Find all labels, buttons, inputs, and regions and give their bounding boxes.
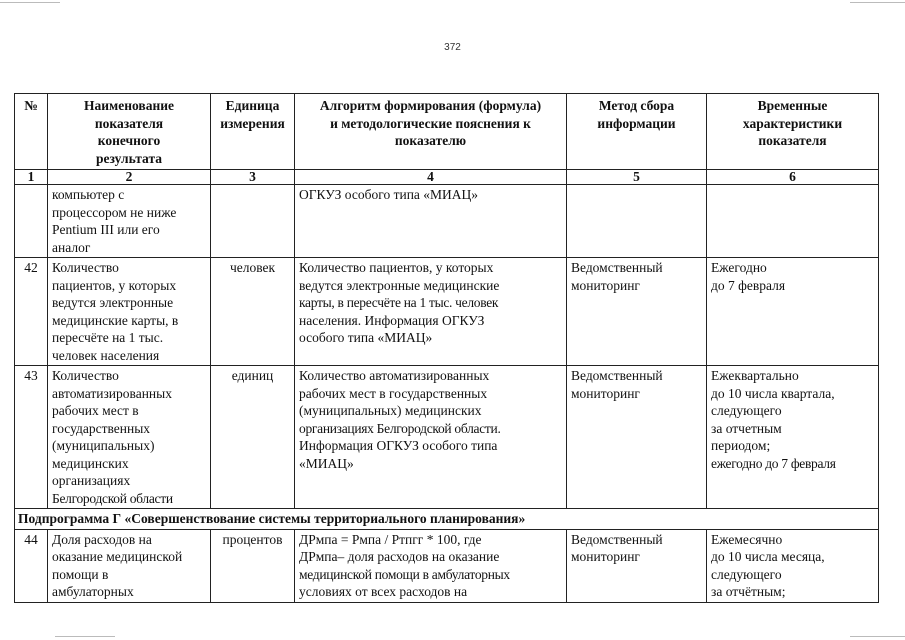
- scan-artifact-bottom-right: [850, 636, 905, 637]
- row-number: 44: [15, 529, 48, 602]
- column-number: 3: [211, 170, 295, 185]
- page-number: 372: [444, 42, 461, 53]
- row-number: 42: [15, 258, 48, 366]
- subprogram-title: Подпрограмма Г «Совершенствование системы территориального планирования»: [15, 509, 879, 530]
- unit-cell: единиц: [211, 366, 295, 509]
- subprogram-row: [15, 509, 879, 530]
- table-row: [15, 366, 879, 509]
- timing-cell: Ежемесячно до 10 числа месяца, следующего за отчётным;: [707, 529, 879, 602]
- header-indicator-name: Наименование показателя конечного результата: [48, 94, 211, 170]
- method-cell: [567, 185, 707, 258]
- algorithm-cell: ДРмпа = Рмпа / Ртпгг * 100, где ДРмпа– доля расходов на оказание медицинской помощи в амбулаторных условиях от всех расходов на: [295, 529, 567, 602]
- timing-cell: Ежегодно до 7 февраля: [707, 258, 879, 366]
- indicator-name-cell: Количество пациентов, у которых ведутся электронные медицинские карты, в пересчёте на 1 тыс. человек населения: [48, 258, 211, 366]
- column-number: 1: [15, 170, 48, 185]
- header-row: [15, 94, 879, 170]
- table-row: [15, 258, 879, 366]
- scan-artifact-top-left: [0, 2, 60, 3]
- timing-cell: [707, 185, 879, 258]
- method-cell: Ведомственный мониторинг: [567, 258, 707, 366]
- column-numbers-row: [15, 170, 879, 185]
- header-timing: Временные характеристики показателя: [707, 94, 879, 170]
- header-number: №: [15, 94, 48, 170]
- indicator-name-cell: Доля расходов на оказание медицинской помощи в амбулаторных: [48, 529, 211, 602]
- column-number: 6: [707, 170, 879, 185]
- algorithm-cell: Количество пациентов, у которых ведутся электронные медицинские карты, в пересчёте на 1 тыс. человек населения. Информация ОГКУЗ особого типа «МИАЦ»: [295, 258, 567, 366]
- column-number: 2: [48, 170, 211, 185]
- method-cell: Ведомственный мониторинг: [567, 366, 707, 509]
- indicator-name-cell: Количество автоматизированных рабочих мест в государственных (муниципальных) медицинских организациях Белгородской области: [48, 366, 211, 509]
- scan-artifact-bottom-left: [55, 636, 115, 637]
- unit-cell: процентов: [211, 529, 295, 602]
- header-method: Метод сбора информации: [567, 94, 707, 170]
- unit-cell: [211, 185, 295, 258]
- row-number: 43: [15, 366, 48, 509]
- table-row: [15, 185, 879, 258]
- algorithm-cell: ОГКУЗ особого типа «МИАЦ»: [295, 185, 567, 258]
- timing-cell: Ежеквартально до 10 числа квартала, следующего за отчетным периодом; ежегодно до 7 февраля: [707, 366, 879, 509]
- row-number: [15, 185, 48, 258]
- algorithm-cell: Количество автоматизированных рабочих мест в государственных (муниципальных) медицинских организациях Белгородской области. Информация ОГКУЗ особого типа «МИАЦ»: [295, 366, 567, 509]
- column-number: 5: [567, 170, 707, 185]
- table-row: [15, 529, 879, 602]
- scan-artifact-top-right: [850, 2, 905, 3]
- column-number: 4: [295, 170, 567, 185]
- indicator-name-cell: компьютер с процессором не ниже Pentium III или его аналог: [48, 185, 211, 258]
- indicators-table: [14, 93, 879, 603]
- unit-cell: человек: [211, 258, 295, 366]
- method-cell: Ведомственный мониторинг: [567, 529, 707, 602]
- header-algorithm: Алгоритм формирования (формула) и методологические пояснения к показателю: [295, 94, 567, 170]
- header-unit: Единица измерения: [211, 94, 295, 170]
